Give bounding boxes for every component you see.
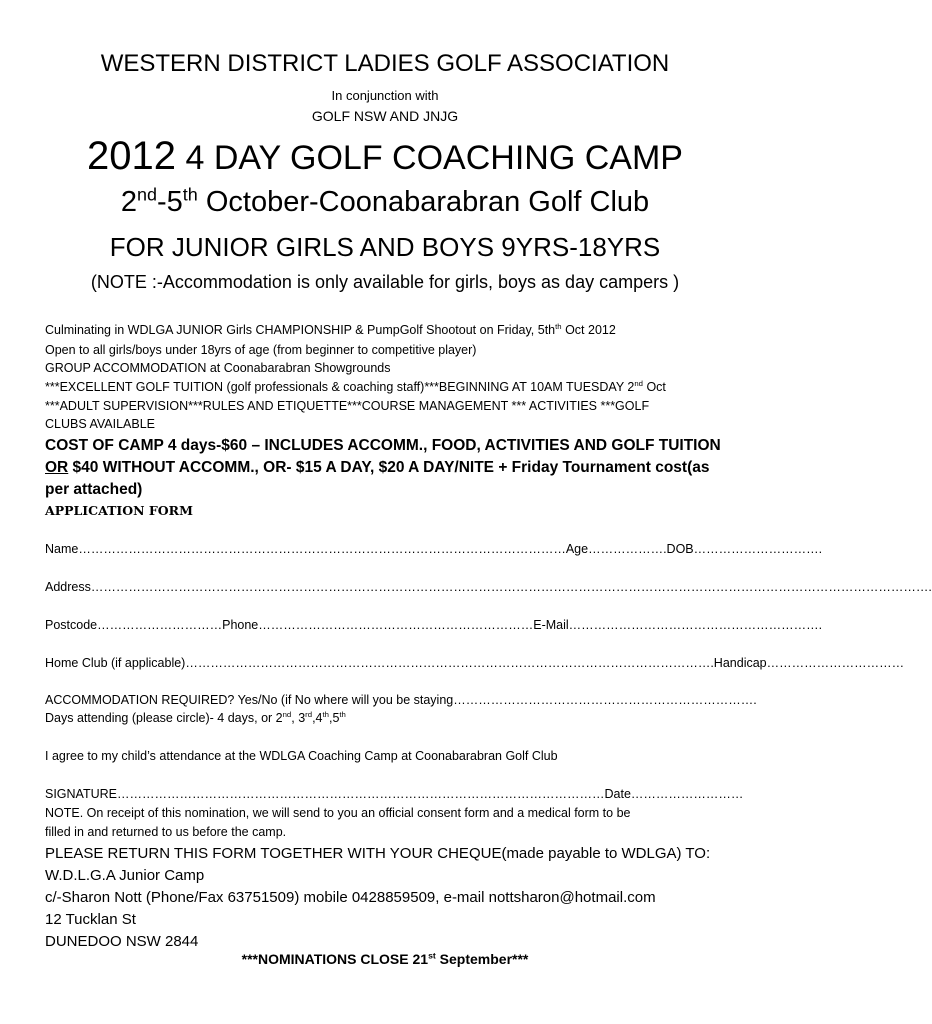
date-dash: -5 xyxy=(156,186,183,218)
closing-sup: st xyxy=(428,950,436,961)
consent-statement: I agree to my child’s attendance at the WDLGA Coaching Camp at Coonabarabran Golf Club xyxy=(45,749,558,763)
info-line-4 xyxy=(45,378,666,396)
days-sup-3: th xyxy=(322,709,329,719)
cost-text-a: COST OF CAMP 4 days-$60 – INCLUDES ACCOMM., FOOD, ACTIVITIES AND GOLF TUITION xyxy=(45,437,721,454)
accommodation-field[interactable]: ACCOMMODATION REQUIRED? Yes/No (if No where will you be staying………………………………………………………………. xyxy=(45,693,757,707)
camp-title xyxy=(0,134,770,179)
days-text-b: , 3 xyxy=(291,711,306,725)
info-line-1-sup: th xyxy=(555,321,562,331)
audience-heading: FOR JUNIOR GIRLS AND BOYS 9YRS-18YRS xyxy=(109,232,661,262)
cost-text xyxy=(45,435,735,501)
date-start-sup: nd xyxy=(136,184,157,205)
cost-text-b: $40 WITHOUT ACCOMM., OR- $15 A DAY, $20 A DAY/NITE + Friday Tournament cost(as per attached) xyxy=(45,459,710,498)
nominations-close xyxy=(0,951,770,967)
return-line-2: W.D.L.G.A Junior Camp xyxy=(45,867,205,884)
camp-dates xyxy=(0,186,770,219)
name-age-dob-field[interactable]: Name………………………………………………………………………………………………………Age……………….DOB…………………………. xyxy=(45,542,823,556)
date-venue: October-Coonabarabran Golf Club xyxy=(205,186,650,218)
org-title: WESTERN DISTRICT LADIES GOLF ASSOCIATION xyxy=(100,50,670,77)
cost-or-word: OR xyxy=(45,459,69,476)
days-sup-1: nd xyxy=(282,709,292,719)
info-line-3: GROUP ACCOMMODATION at Coonabarabran Showgrounds xyxy=(45,361,391,375)
return-line-1: PLEASE RETURN THIS FORM TOGETHER WITH YOUR CHEQUE(made payable to WDLGA) TO: xyxy=(45,845,711,862)
info-line-4-end: Oct xyxy=(642,380,666,394)
date-end-sup: th xyxy=(182,184,198,205)
homeclub-handicap-field[interactable]: Home Club (if applicable)……………………………………………………………………………………………………………….Handicap…………………………… xyxy=(45,656,905,670)
info-line-4-sup: nd xyxy=(634,378,643,388)
days-text-d: ,5 xyxy=(328,711,340,725)
partners-text: GOLF NSW AND JNJG xyxy=(311,108,459,124)
note-line-2: filled in and returned to us before the camp. xyxy=(45,825,287,839)
date-start: 2 xyxy=(120,186,137,218)
days-sup-2: rd xyxy=(305,709,313,719)
address-field[interactable]: Address…………………………………………………………………………………………………………………………………………………………………………………. xyxy=(45,580,932,594)
note-line-1: NOTE. On receipt of this nomination, we will send to you an official consent form and a medical form to be xyxy=(45,806,631,820)
days-text-c: ,4 xyxy=(312,711,323,725)
camp-year: 2012 xyxy=(87,134,177,178)
info-line-1-end: Oct 2012 xyxy=(561,323,616,337)
camp-title-text: 4 DAY GOLF COACHING CAMP xyxy=(185,139,683,177)
return-line-5: DUNEDOO NSW 2844 xyxy=(45,933,199,950)
return-line-4: 12 Tucklan St xyxy=(45,911,136,928)
days-sup-4: th xyxy=(339,709,346,719)
info-line-6: CLUBS AVAILABLE xyxy=(45,417,156,431)
return-line-3: c/-Sharon Nott (Phone/Fax 63751509) mobile 0428859509, e-mail nottsharon@hotmail.com xyxy=(45,889,656,906)
closing-text-b: September*** xyxy=(435,951,529,967)
days-text-a: Days attending (please circle)- 4 days, or 2 xyxy=(45,711,283,725)
closing-text-a: ***NOMINATIONS CLOSE 21 xyxy=(241,951,429,967)
info-line-1 xyxy=(45,321,616,339)
conjunction-text: In conjunction with xyxy=(331,88,439,103)
application-form-title: APPLICATION FORM xyxy=(45,503,193,518)
info-line-2: Open to all girls/boys under 18yrs of age (from beginner to competitive player) xyxy=(45,343,477,357)
accommodation-note: (NOTE :-Accommodation is only available for girls, boys as day campers ) xyxy=(90,272,680,292)
days-attending-field[interactable] xyxy=(45,709,346,727)
info-line-5: ***ADULT SUPERVISION***RULES AND ETIQUETTE***COURSE MANAGEMENT *** ACTIVITIES ***GOLF xyxy=(45,399,650,413)
postcode-phone-email-field[interactable]: Postcode…………………………Phone…………………………………………………………E-Mail……………………………………………………. xyxy=(45,618,823,632)
info-line-1-text: Culminating in WDLGA JUNIOR Girls CHAMPIONSHIP & PumpGolf Shootout on Friday, 5th xyxy=(45,323,556,337)
info-line-4-text: ***EXCELLENT GOLF TUITION (golf professionals & coaching staff)***BEGINNING AT 10AM TUESDAY 2 xyxy=(45,380,635,394)
signature-date-field[interactable]: SIGNATURE………………………………………………………………………………………………………Date……………………… xyxy=(45,787,744,801)
